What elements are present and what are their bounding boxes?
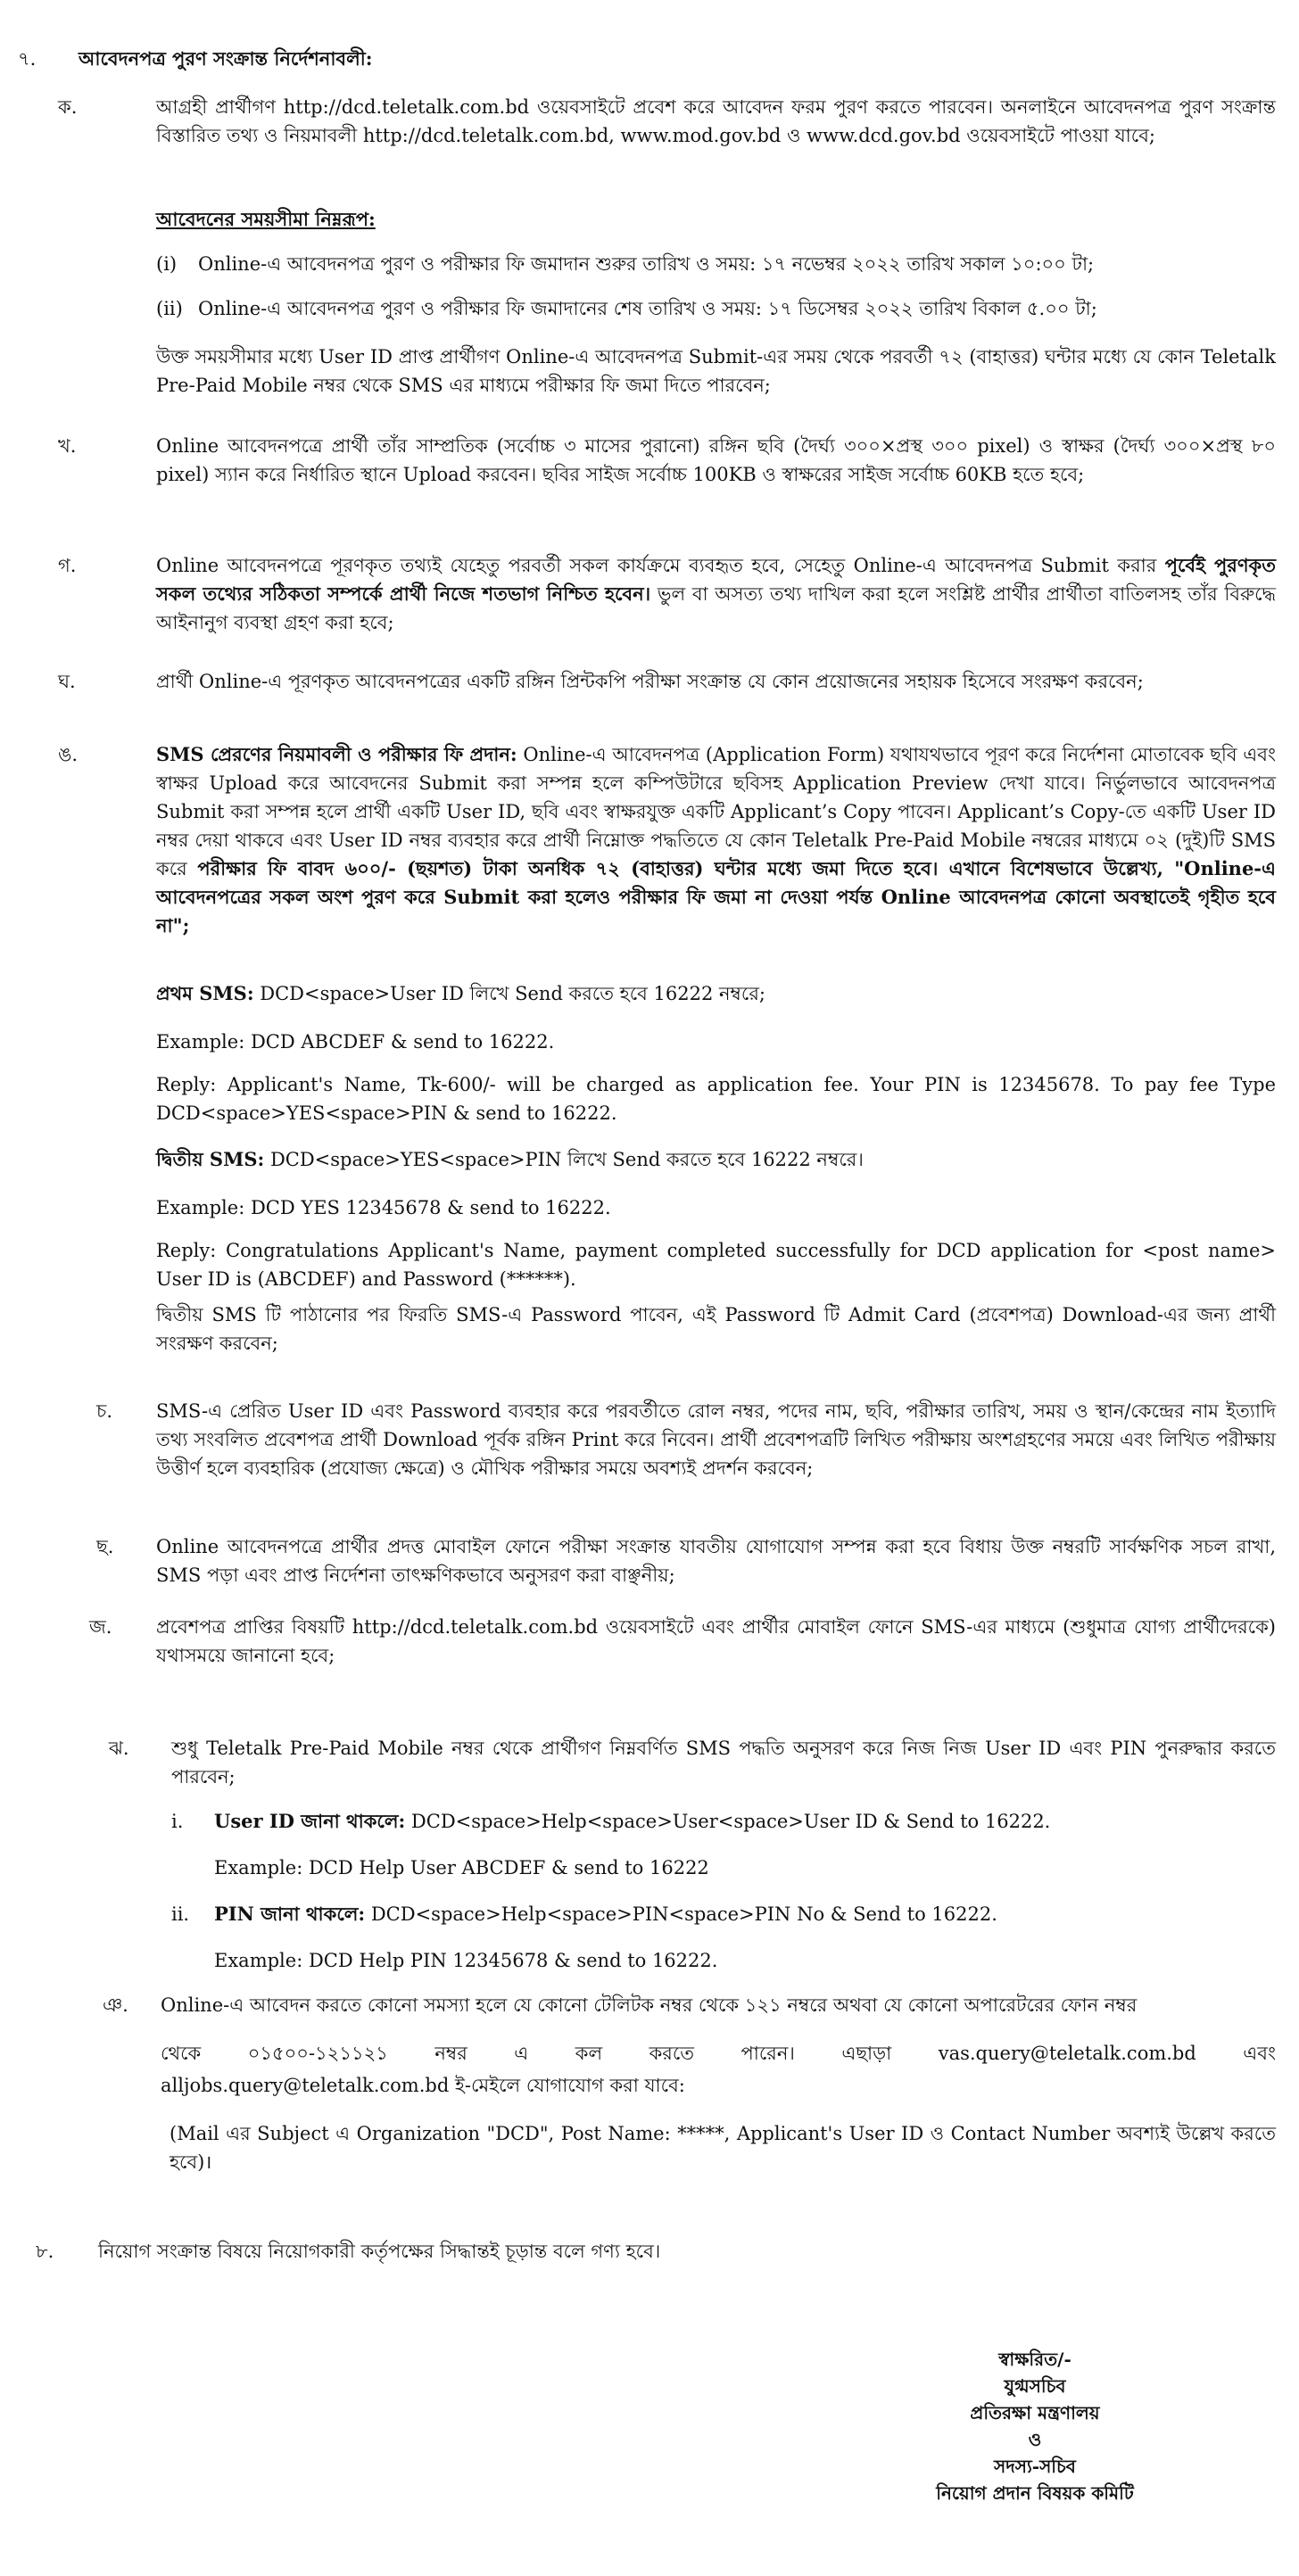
recovery-user-id-line (214, 1807, 1050, 1836)
item-gha-marker: ঘ. (58, 671, 76, 692)
signature-member-secretary: সদস্য-সচিব (994, 2456, 1076, 2477)
item-ja-text: প্রবেশপত্র প্রাপ্তির বিষয়টি http://dcd.teletalk.com.bd ওয়েবসাইটে এবং প্রার্থীর মোবাইল ফোনে SMS-এর মাধ্যমে (শুধুমাত্র যোগ্য প্রার্থীদেরকে) যথাসময়ে জানানো হবে; (156, 1616, 1276, 1666)
password-note: দ্বিতীয় SMS টি পাঠানোর পর ফিরতি SMS-এ Password পাবেন, এই Password টি Admit Card (প্রবেশপত্র) Download-এর জন্য প্রার্থী সংরক্ষণ করবেন; (156, 1304, 1276, 1354)
item-kha-text: Online আবেদনপত্রে প্রার্থী তাঁর সাম্প্রতিক (সর্বোচ্চ ৩ মাসের পুরানো) রঙ্গিন ছবি (দৈর্ঘ্য ৩০০×প্রস্থ ৩০০ pixel) ও স্বাক্ষর (দৈর্ঘ্য ৩০০×প্রস্থ ৮০ pixel) স্যান করে নির্ধারিত স্থানে Upload করবেন। ছবির সাইজ সর্বোচ্চ 100KB ও স্বাক্ষরের সাইজ সর্বোচ্চ 60KB হতে হবে; (156, 435, 1276, 485)
time-item-2-text: Online-এ আবেদনপত্র পুরণ ও পরীক্ষার ফি জমাদানের শেষ তারিখ ও সময়: ১৭ ডিসেম্বর ২০২২ তারিখ বিকাল ৫.০০ টা; (198, 298, 1097, 319)
recovery-user-id-label: User ID জানা থাকলে: (214, 1810, 406, 1832)
helpline-line-3: alljobs.query@teletalk.com.bd ই-মেইলে যোগাযোগ করা যাবে: (161, 2075, 685, 2096)
recovery-user-id-example: Example: DCD Help User ABCDEF & send to 16222 (214, 1857, 709, 1878)
section-7-heading: আবেদনপত্র পুরণ সংক্রান্ত নির্দেশনাবলী: (79, 47, 373, 70)
first-sms-text: DCD<space>User ID লিখে Send করতে হবে 16222 নম্বরে; (253, 983, 765, 1004)
recovery-item-2-marker: ii. (171, 1903, 190, 1925)
item-ga-paragraph (156, 551, 1276, 637)
first-sms-line (156, 979, 765, 1008)
item-cha-text: SMS-এ প্রেরিত User ID এবং Password ব্যবহার করে পরবর্তীতে রোল নম্বর, পদের নাম, ছবি, পরীক্ষার তারিখ, সময় ও স্থান/কেন্দ্রের নাম ইত্যাদি তথ্য সংবলিত প্রবেশপত্র প্রার্থী Download পূর্বক রঙ্গিন Print করে নিবেন। প্রার্থী প্রবেশপত্রটি লিখিত পরীক্ষায় অংশগ্রহণের সময়ে এবং লিখিত পরীক্ষায় উত্তীর্ণ হলে ব্যবহারিক (প্রযোজ্য ক্ষেত্রে) ও মৌখিক পরীক্ষার সময়ে অবশ্যই প্রদর্শন করবেন; (156, 1400, 1276, 1479)
helpline-line-1: Online-এ আবেদন করতে কোনো সমস্যা হলে যে কোনো টেলিটক নম্বর থেকে ১২১ নম্বরে অথবা যে কোনো অপারেটরের ফোন নম্বর (161, 1994, 1138, 2016)
item-uma-marker: ঙ. (58, 744, 79, 765)
recovery-pin-text: DCD<space>Help<space>PIN<space>PIN No & Send to 16222. (365, 1903, 997, 1925)
first-sms-label: প্রথম SMS: (156, 982, 254, 1004)
item-ga-text-2: ভুল বা অসত্য তথ্য দাখিল করা হলে সংশ্লিষ্ট প্রার্থীর প্রার্থীতা বাতিলসহ তাঁর বিরুদ্ধে আইনানুগ ব্যবস্থা গ্রহণ করা হবে; (156, 583, 1276, 633)
item-chha-marker: ছ. (96, 1536, 114, 1557)
section-8-text: নিয়োগ সংক্রান্ত বিষয়ে নিয়োগকারী কর্তৃপক্ষের সিদ্ধান্তই চূড়ান্ত বলে গণ্য হবে। (98, 2241, 661, 2262)
sms-rules-bold-text: পরীক্ষার ফি বাবদ ৬০০/- (ছয়শত) টাকা অনধিক ৭২ (বাহাত্তর) ঘন্টার মধ্যে জমা দিতে হবে। এখানে বিশেষভাবে উল্লেখ্য, "Online-এ আবেদনপত্রের সকল অংশ পুরণ করে Submit করা হলেও পরীক্ষার ফি জমা না দেওয়া পর্যন্ত Online আবেদনপত্র কোনো অবস্থাতেই গৃহীত হবে না"; (156, 857, 1276, 937)
second-sms-label: দ্বিতীয় SMS: (156, 1148, 265, 1170)
recovery-pin-label: PIN জানা থাকলে: (214, 1903, 366, 1925)
time-item-2-marker: (ii) (156, 298, 183, 319)
signature-and: ও (1028, 2429, 1042, 2450)
item-ga-text-1: Online আবেদনপত্রে পূরণকৃত তথ্যই যেহেতু পরবর্তী সকল কার্যক্রমে ব্যবহৃত হবে, সেহেতু Online-এ আবেদনপত্র Submit করার (156, 555, 1165, 576)
first-sms-example: Example: DCD ABCDEF & send to 16222. (156, 1031, 555, 1053)
item-ga-text-bold: পূর্বেই পুরণকৃত সকল তথ্যের সঠিকতা সম্পর্কে প্রার্থী নিজে শতভাগ নিশ্চিত হবেন। (156, 554, 1277, 605)
first-sms-reply: Reply: Applicant's Name, Tk-600/- will be charged as application fee. Your PIN is 12345678. To pay fee Type DCD<space>YES<space>PIN & send to 16222. (156, 1074, 1276, 1124)
signature-committee: নিয়োগ প্রদান বিষয়ক কমিটি (936, 2482, 1134, 2504)
item-kha-marker: খ. (58, 435, 77, 457)
item-cha-marker: চ. (96, 1400, 113, 1422)
recovery-pin-example: Example: DCD Help PIN 12345678 & send to 16222. (214, 1950, 718, 1971)
signature-signed: স্বাক্ষরিত/- (998, 2349, 1071, 2370)
mail-subject-note: (Mail এর Subject এ Organization "DCD", Post Name: *****, Applicant's User ID ও Contact Number অবশ্যই উল্লেখ করতে হবে)। (170, 2123, 1276, 2173)
item-jha-marker: ঝ. (109, 1738, 129, 1759)
item-ga-marker: গ. (58, 555, 77, 576)
time-item-1-text: Online-এ আবেদনপত্র পুরণ ও পরীক্ষার ফি জমাদান শুরুর তারিখ ও সময়: ১৭ নভেম্বর ২০২২ তারিখ সকাল ১০:০০ টা; (198, 253, 1095, 275)
second-sms-text: DCD<space>YES<space>PIN লিখে Send করতে হবে 16222 নম্বরে। (264, 1149, 864, 1170)
item-ka-text: আগ্রহী প্রার্থীগণ http://dcd.teletalk.com.bd ওয়েবসাইটে প্রবেশ করে আবেদন ফরম পুরণ করতে পারবেন। অনলাইনে আবেদনপত্র পুরণ সংক্রান্ত বিস্তারিত তথ্য ও নিয়মাবলী http://dcd.teletalk.com.bd, www.mod.gov.bd ও www.dcd.gov.bd ওয়েবসাইটে পাওয়া যাবে; (156, 96, 1276, 146)
item-jha-text: শুধু Teletalk Pre-Paid Mobile নম্বর থেকে প্রার্থীগণ নিম্নবর্ণিত SMS পদ্ধতি অনুসরণ করে নিজ নিজ User ID এবং PIN পুনরুদ্ধার করতে পারবেন; (171, 1738, 1276, 1788)
item-ka-marker: ক. (58, 96, 78, 118)
sms-rules-title: SMS প্রেরণের নিয়মাবলী ও পরীক্ষার ফি প্রদান: (156, 743, 517, 765)
second-sms-line (156, 1145, 864, 1174)
recovery-item-1-marker: i. (171, 1811, 184, 1832)
helpline-line-2: থেকে ০১৫০০-১২১১২১ নম্বর এ কল করতে পারেন। এছাড়া vas.query@teletalk.com.bd এবং (161, 2043, 1276, 2064)
item-nya-marker: ঞ. (103, 1994, 128, 2016)
recovery-pin-line (214, 1900, 997, 1928)
time-limit-heading: আবেদনের সময়সীমা নিম্নরূপ: (156, 208, 376, 230)
item-ja-marker: জ. (89, 1616, 112, 1638)
item-chha-text: Online আবেদনপত্রে প্রার্থীর প্রদত্ত মোবাইল ফোনে পরীক্ষা সংক্রান্ত যাবতীয় যোগাযোগ সম্পন্ন করা হবে বিধায় উক্ত নম্বরটি সার্বক্ষণিক সচল রাখা, SMS পড়া এবং প্রাপ্ত নির্দেশনা তাৎক্ষণিকভাবে অনুসরণ করা বাঞ্ছনীয়; (156, 1536, 1276, 1586)
signature-ministry: প্রতিরক্ষা মন্ত্রণালয় (970, 2402, 1100, 2423)
second-sms-reply: Reply: Congratulations Applicant's Name, payment completed successfully for DCD application for <post name> User ID is (ABCDEF) and Password (******). (156, 1240, 1276, 1290)
time-item-1-marker: (i) (156, 253, 178, 275)
item-gha-text: প্রার্থী Online-এ পূরণকৃত আবেদনপত্রের একটি রঙ্গিন প্রিন্টকপি পরীক্ষা সংক্রান্ত যে কোন প্রয়োজনের সহায়ক হিসেবে সংরক্ষণ করবেন; (156, 671, 1144, 692)
item-uma-paragraph (156, 740, 1276, 940)
signature-designation: যুগ্মসচিব (1004, 2375, 1066, 2397)
section-8-number: ৮. (36, 2241, 54, 2262)
second-sms-example: Example: DCD YES 12345678 & send to 16222. (156, 1197, 611, 1218)
section-7-number: ৭. (18, 48, 37, 70)
sms-rules-text: Online-এ আবেদনপত্র (Application Form) যথাযথভাবে পূরণ করে নির্দেশনা মোতাবেক ছবি এবং স্বাক্ষর Upload করে আবেদনের Submit করা সম্পন্ন হলে কম্পিউটারে ছবিসহ Application Preview দেখা যাবে। নির্ভুলভাবে আবেদনপত্র Submit করা সম্পন্ন হলে প্রার্থী একটি User ID, ছবি এবং স্বাক্ষরযুক্ত একটি Applicant’s Copy পাবেন। Applicant’s Copy-তে একটি User ID নম্বর দেয়া থাকবে এবং User ID নম্বর ব্যবহার করে প্রার্থী নিম্নোক্ত পদ্ধতিতে যে কোন Teletalk Pre-Paid Mobile নম্বরের মাধ্যমে ০২ (দুই)টি SMS করে (156, 744, 1276, 879)
recovery-user-id-text: DCD<space>Help<space>User<space>User ID & Send to 16222. (405, 1811, 1051, 1832)
fee-deadline-note: উক্ত সময়সীমার মধ্যে User ID প্রাপ্ত প্রার্থীগণ Online-এ আবেদনপত্র Submit-এর সময় থেকে পরবর্তী ৭২ (বাহাত্তর) ঘন্টার মধ্যে যে কোন Teletalk Pre-Paid Mobile নম্বর থেকে SMS এর মাধ্যমে পরীক্ষার ফি জমা দিতে পারবেন; (156, 346, 1276, 396)
signature-block (892, 2346, 1178, 2506)
